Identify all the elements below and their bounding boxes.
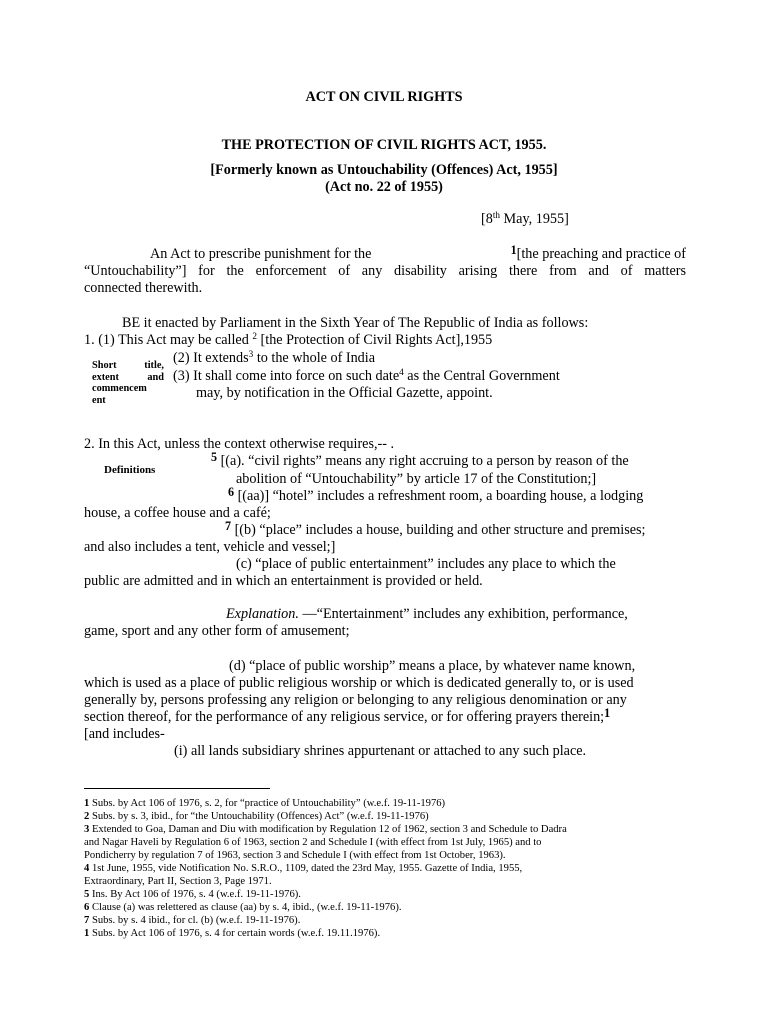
footnote: 3 Extended to Goa, Daman and Diu with modification by Regulation 12 of 1962, section 3 and Schedule to Dadra [84, 824, 567, 835]
definition-c-line-1: (c) “place of public entertainment” includes any place to which the [236, 556, 616, 572]
section-1-subsection-2: (2) It extends$^3$ to the whole of India [173, 348, 376, 366]
definition-d-line-3: generally by, persons professing any religion or belonging to any religious denomination or any [84, 692, 627, 708]
preamble [84, 242, 686, 297]
preamble-line-3: connected therewith. [84, 280, 203, 296]
enacting-clause: BE it enacted by Parliament in the Sixth Year of The Republic of India as follows: [122, 315, 589, 331]
definition-c-line-2: public are admitted and in which an entertainment is provided or held. [84, 573, 483, 589]
definition-d-item-i: (i) all lands subsidiary shrines appurtenant or attached to any such place. [174, 743, 587, 759]
footnote: 4 1st June, 1955, vide Notification No. S.R.O., 1109, dated the 23rd May, 1955. Gazette of India, 1955, [84, 863, 523, 874]
act-subtitle: THE PROTECTION OF CIVIL RIGHTS ACT, 1955. [221, 137, 547, 153]
definition-aa-line-2: house, a coffee house and a café; [84, 505, 271, 521]
footnote: 1 Subs. by Act 106 of 1976, s. 4 for certain words (w.e.f. 19.11.1976). [84, 928, 381, 939]
definition-b-line-1: $^7$ [(b) “place” includes a house, building and other structure and premises; [225, 518, 646, 538]
section-1-subsection-3-cont: may, by notification in the Official Gazette, appoint. [196, 385, 493, 401]
formerly-known-as: [Formerly known as Untouchability (Offences) Act, 1955] [210, 162, 558, 178]
definition-d-line-1: (d) “place of public worship” means a place, by whatever name known, [229, 658, 636, 674]
explanation-line-1: Explanation. —“Entertainment” includes any exhibition, performance, [226, 606, 628, 622]
footnote: 1 Subs. by Act 106 of 1976, s. 2, for “practice of Untouchability” (w.e.f. 19-11-1976) [84, 798, 446, 809]
definition-a-line-2: abolition of “Untouchability” by article 17 of the Constitution;] [236, 471, 597, 487]
enactment-date: [8th May, 1955] [481, 209, 569, 227]
definition-a-line-1: $^5$ [(a). “civil rights” means any right accruing to a person by reason of the [211, 449, 629, 469]
definition-aa-line-1: $^6$ [(aa)] “hotel” includes a refreshment room, a boarding house, a lodging [228, 484, 644, 504]
footnote: 7 Subs. by s. 4 ibid., for cl. (b) (w.e.f. 19-11-1976). [84, 915, 301, 926]
section-1-subsection-3: (3) It shall come into force on such date$^4$ as the Central Government [173, 366, 560, 384]
footnote: Pondicherry by regulation 7 of 1963, section 3 and Schedule I (with effect from 1st October, 1963). [84, 850, 506, 861]
definition-d-line-4: section thereof, for the performance of any religious service, or for offering prayers therein;$^1$ [84, 705, 611, 725]
preamble-line-1: An Act to prescribe punishment for the $^1$[the preaching and practice of [150, 242, 686, 262]
definition-d-line-2: which is used as a place of public religious worship or which is dedicated generally to, or is used [84, 675, 634, 691]
footnote: Extraordinary, Part II, Section 3, Page 1971. [84, 876, 272, 887]
footnote: 2 Subs. by s. 3, ibid., for “the Untouchability (Offences) Act” (w.e.f. 19-11-1976) [84, 811, 429, 822]
definition-b-line-2: and also includes a tent, vehicle and vessel;] [84, 539, 336, 555]
side-note-definitions: Definitions [104, 464, 156, 476]
footnote-separator [84, 788, 270, 789]
document-title: ACT ON CIVIL RIGHTS [305, 89, 463, 105]
section-2-intro: 2. In this Act, unless the context otherwise requires,-- . [84, 436, 395, 452]
explanation-line-2: game, sport and any other form of amusement; [84, 623, 350, 639]
act-number: (Act no. 22 of 1955) [325, 179, 443, 195]
footnote: and Nagar Haveli by Regulation 6 of 1963, section 2 and Schedule I (with effect from 1st July, 1965) and to [84, 837, 542, 848]
footnotes [84, 797, 567, 940]
preamble-line-2: “Untouchability”] for the enforcement of any disability arising there from and of matters [84, 263, 686, 279]
section-1-subsection-1: 1. (1) This Act may be called $^2$ [the Protection of Civil Rights Act],1955 [84, 330, 493, 348]
footnote: 5 Ins. By Act 106 of 1976, s. 4 (w.e.f. 19-11-1976). [84, 889, 301, 900]
footnote: 6 Clause (a) was relettered as clause (aa) by s. 4, ibid., (w.e.f. 19-11-1976). [84, 902, 402, 913]
side-note-short-title: Short title, extent and commencem ent [92, 360, 164, 406]
definition-d-line-5: [and includes- [84, 726, 165, 742]
